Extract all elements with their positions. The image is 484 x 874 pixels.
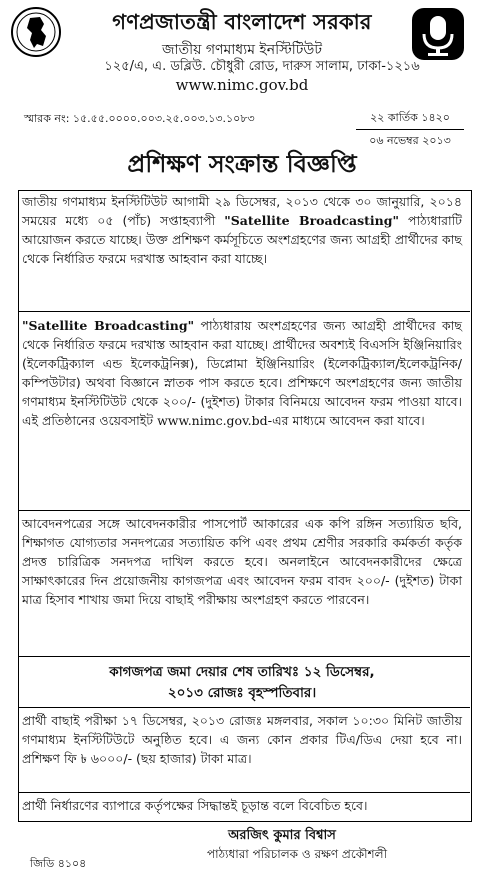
institute-name: জাতীয় গণমাধ্যম ইনস্টিটিউট xyxy=(162,42,322,58)
deadline-line-1: কাগজপত্র জমা দেয়ার শেষ তারিখঃ ১২ ডিসেম্বর, xyxy=(109,664,375,680)
reference-code: জিডি ৪১০৪ xyxy=(30,857,87,870)
course-name: "Satellite Broadcasting" xyxy=(224,213,399,228)
website-link[interactable]: www.nimc.gov.bd xyxy=(157,413,268,428)
paragraph-course-announcement xyxy=(22,192,462,310)
date-english: ০৬ নভেম্বর ২০১৩ xyxy=(369,134,451,147)
date-bangla: ২২ কার্তিক ১৪২০ xyxy=(356,109,464,130)
text: পাঠ্যধারাটি আয়োজন করতে যাচ্ছে। উক্ত প্রশিক্ষণ কর্মসূচিতে অংশগ্রহণের জন্য আগ্রহী প্রার্থীদের কাছ থেকে নির্ধারিত ফরমে দরখাস্ত আহবান করা যাচ্ছে। xyxy=(22,213,462,266)
deadline-line-2: ২০১৩ রোজঃ বৃহস্পতিবার। xyxy=(167,685,317,701)
paragraph-selection-test: প্রার্থী বাছাই পরীক্ষা ১৭ ডিসেম্বর, ২০১৩ রোজঃ মঙ্গলবার, সকাল ১০:৩০ মিনিট জাতীয় গণমাধ্যম ইনস্টিটিউটে অনুষ্ঠিত হবে। এ জন্য কোন প্রকার টিএ/ডিএ দেয়া হবে না। প্রশিক্ষণ ফি ৳ ৬০০০/- (ছয় হাজার) টাকা মাত্র। xyxy=(22,713,462,766)
signatory-designation: পাঠ্যধারা পরিচালক ও রক্ষণ প্রকৌশলী xyxy=(206,847,388,861)
notice-title: প্রশিক্ষণ সংক্রান্ত বিজ্ঞপ্তি xyxy=(127,150,357,178)
text: -এর মাধ্যমে আবেদন করা যাবে। xyxy=(267,413,425,428)
divider xyxy=(18,792,470,793)
date-block xyxy=(356,109,464,151)
government-heading: গণপ্রজাতন্ত্রী বাংলাদেশ সরকার xyxy=(112,10,372,34)
divider xyxy=(18,510,470,511)
divider xyxy=(18,707,470,708)
text: পাঠ্যধারায় অংশগ্রহণের জন্য আগ্রহী প্রার্থীদের কাছ থেকে নির্ধারিত ফরমে দরখাস্ত আহবান করা যাচ্ছে। প্রার্থীদের অবশ্যই বিএসসি ইঞ্জিনিয়ারিং (ইলেকট্রিক্যাল এন্ড ইলেকট্রনিক্স), ডিপ্লোমা ইঞ্জিনিয়ারিং (ইলেকট্রিক্যাল/ইলেকট্রনিক/কম্পিউটার) অথবা বিজ্ঞানে স্নাতক পাস করতে হবে। প্রশিক্ষণে অংশগ্রহণের জন্য জাতীয় গণমাধ্যম ইনস্টিটিউট থেকে ২০০/- (দুইশত) টাকার বিনিময়ে আবেদন ফরম পাওয়া যাবে। এই প্রতিষ্ঠানের ওয়েবসাইট xyxy=(22,318,462,428)
text: জাতীয় গণমাধ্যম ইনস্টিটিউট আগামী ২৯ ডিসেম্বর, ২০১৩ থেকে ৩০ জানুয়ারি, ২০১৪ সময়ের মধ্যে ০৫ (পাঁচ) সপ্তাহব্যাপী xyxy=(22,194,462,228)
signatory-name: অরজিৎ কুমার বিশ্বাস xyxy=(228,828,336,843)
course-name: "Satellite Broadcasting" xyxy=(22,318,195,333)
paragraph-final-decision: প্রার্থী নির্ধারণের ব্যাপারে কর্তৃপক্ষের সিদ্ধান্তই চূড়ান্ত বলে বিবেচিত হবে। xyxy=(22,798,368,813)
divider xyxy=(18,311,470,312)
memo-number: স্মারক নং: ১৫.৫৫.০০০০.০০৩.২৫.০০৩.১৩.১০৮৩ xyxy=(24,112,255,125)
paragraph-documents: আবেদনপত্রের সঙ্গে আবেদনকারীর পাসপোর্ট আকারের এক কপি রঙ্গিন সত্যায়িত ছবি, শিক্ষাগত যোগ্যতার সনদপত্রের সত্যায়িত কপি এবং প্রথম শ্রেণীর সরকারি কর্মকর্তা কর্তৃক প্রদত্ত চারিত্রিক সনদপত্র দাখিল করতে হবে। অনলাইনে আবেদনকারীদের ক্ষেত্রে সাক্ষাৎকারের দিন প্রয়োজনীয় কাগজপত্র এবং আবেদন ফরম বাবদ ২০০/- (দুইশত) টাকা মাত্র হিসাব শাখায় জমা দিয়ে বাছাই পরীক্ষায় অংশগ্রহণ করতে পারবেন। xyxy=(22,516,462,607)
paragraph-eligibility xyxy=(22,316,462,506)
divider xyxy=(18,656,470,657)
institute-address: ১২৫/এ, এ. ডব্লিউ. চৌধুরী রোড, দারুস সালাম, ঢাকা-১২১৬ xyxy=(104,59,420,74)
deadline-notice xyxy=(22,662,462,702)
institute-website: www.nimc.gov.bd xyxy=(175,76,309,94)
